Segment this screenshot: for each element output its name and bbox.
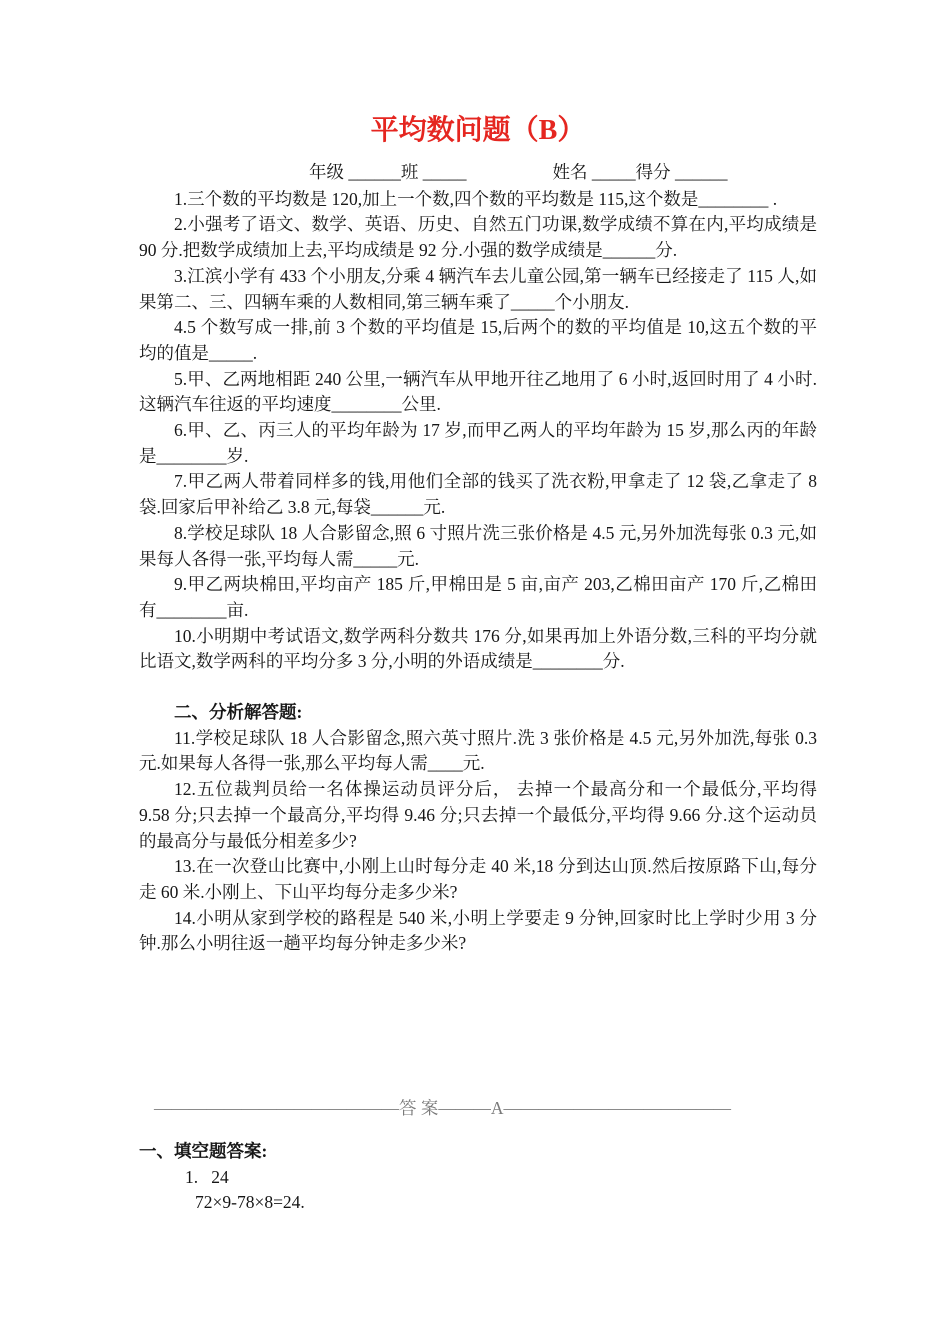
page-title: 平均数问题（B） <box>370 115 586 146</box>
name-field: 姓名 _____ <box>552 162 636 182</box>
question-14: 14.小明从家到学校的路程是 540 米,小明上学要走 9 分钟,回家时比上学时少用 3 分钟.那么小明往返一趟平均每分钟走多少米? <box>139 907 817 954</box>
question-6: 6.甲、乙、丙三人的平均年龄为 17 岁,而甲乙两人的平均年龄为 15 岁,那么丙的年龄是________岁. <box>139 420 817 466</box>
question-5: 5.甲、乙两地相距 240 公里,一辆汽车从甲地开往乙地用了 6 小时,返回时用了 4 小时.这辆汽车往返的平均速度________公里. <box>139 368 817 415</box>
question-8: 8.学校足球队 18 人合影留念,照 6 寸照片洗三张价格是 4.5 元,另外加洗每张 0.3 元,如果每人各得一张,平均每人需_____元. <box>139 522 817 569</box>
score-field: 得分 ______ <box>635 162 728 182</box>
answer-item-1-work: 72×9-78×8=24. <box>195 1192 305 1213</box>
question-1: 1.三个数的平均数是 120,加上一个数,四个数的平均数是 115,这个数是________ . <box>174 188 778 209</box>
question-2: 2.小强考了语文、数学、英语、历史、自然五门功课,数学成绩不算在内,平均成绩是 90 分.把数学成绩加上去,平均成绩是 92 分.小强的数学成绩是______分. <box>139 214 817 261</box>
class-field: 班 _____ <box>400 162 467 182</box>
header-fields <box>139 160 817 186</box>
grade-field: 年级 ______ <box>309 162 401 182</box>
worksheet-content <box>139 110 817 1216</box>
section2-heading: 二、分析解答题: <box>174 702 303 723</box>
question-11: 11.学校足球队 18 人合影留念,照六英寸照片.洗 3 张价格是 4.5 元,另外加洗,每张 0.3 元.如果每人各得一张,那么平均每人需____元. <box>139 727 817 774</box>
answer-item-1: 1. 24 <box>185 1166 229 1187</box>
question-4: 4.5 个数写成一排,前 3 个数的平均值是 15,后两个的数的平均值是 10,这五个数的平均的值是_____. <box>139 317 817 363</box>
question-9: 9.甲乙两块棉田,平均亩产 185 斤,甲棉田是 5 亩,亩产 203,乙棉田亩产 170 斤,乙棉田有________亩. <box>139 574 817 620</box>
question-3: 3.江滨小学有 433 个小朋友,分乘 4 辆汽车去儿童公园,第一辆车已经接走了 115 人,如果第二、三、四辆车乘的人数相同,第三辆车乘了_____个小朋友. <box>139 265 817 312</box>
question-13: 13.在一次登山比赛中,小刚上山时每分走 40 米,18 分到达山顶.然后按原路下山,每分走 60 米.小刚上、下山平均每分走多少米? <box>139 856 817 902</box>
answer-divider: ——————————————答 案———A————————————— <box>154 1098 732 1119</box>
question-10: 10.小明期中考试语文,数学两科分数共 176 分,如果再加上外语分数,三科的平均分就比语文,数学两科的平均分多 3 分,小明的外语成绩是________分. <box>139 625 817 672</box>
question-12: 12.五位裁判员给一名体操运动员评分后， 去掉一个最高分和一个最低分,平均得 9.58 分;只去掉一个最高分,平均得 9.46 分;只去掉一个最低分,平均得 9.66 分.这个运动员的最高分与最低分相差多少? <box>139 779 817 851</box>
answers-heading: 一、填空题答案: <box>139 1140 268 1161</box>
question-7: 7.甲乙两人带着同样多的钱,用他们全部的钱买了洗衣粉,甲拿走了 12 袋,乙拿走了 8 袋.回家后甲补给乙 3.8 元,每袋______元. <box>139 471 817 518</box>
